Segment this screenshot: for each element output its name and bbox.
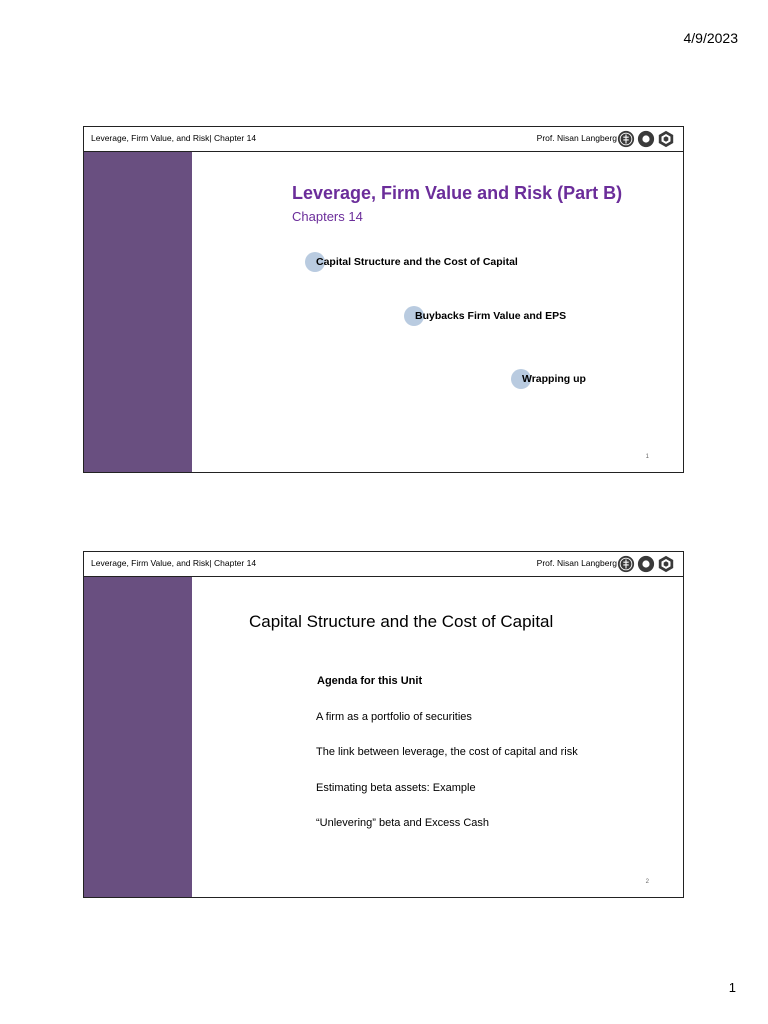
slide-title: Leverage, Firm Value and Risk (Part B)	[292, 183, 623, 203]
header-logos	[617, 555, 675, 574]
header-professor: Prof. Nisan Langberg	[536, 133, 617, 143]
print-date: 4/9/2023	[683, 30, 738, 46]
topic-label: Capital Structure and the Cost of Capital	[316, 256, 518, 268]
slide-2	[83, 551, 684, 898]
ring-logo-icon	[637, 130, 655, 148]
slide-header	[84, 127, 683, 152]
slide-number: 2	[645, 879, 649, 885]
header-logos	[617, 130, 675, 149]
header-course-title: Leverage, Firm Value, and Risk| Chapter 14	[91, 558, 257, 568]
hexagon-logo-icon	[657, 130, 675, 148]
header-course-title: Leverage, Firm Value, and Risk| Chapter 14	[91, 133, 257, 143]
slide-1	[83, 126, 684, 473]
slide-sidebar	[84, 577, 192, 897]
agenda-item: A firm as a portfolio of securities	[316, 711, 472, 723]
university-seal-icon	[617, 555, 635, 573]
slide-subtitle: Chapters 14	[292, 209, 363, 224]
ring-logo-icon	[637, 555, 655, 573]
page-number: 1	[728, 980, 736, 995]
slide-sidebar	[84, 152, 192, 472]
topic-label: Wrapping up	[522, 373, 586, 385]
agenda-item: Estimating beta assets: Example	[316, 782, 476, 794]
header-professor: Prof. Nisan Langberg	[536, 558, 617, 568]
agenda-heading: Agenda for this Unit	[317, 675, 423, 687]
slide-title: Capital Structure and the Cost of Capital	[249, 612, 554, 631]
agenda-item: “Unlevering” beta and Excess Cash	[316, 817, 490, 829]
hexagon-logo-icon	[657, 555, 675, 573]
slide-header	[84, 552, 683, 577]
topic-label: Buybacks Firm Value and EPS	[415, 310, 567, 322]
slide-number: 1	[645, 454, 649, 460]
university-seal-icon	[617, 130, 635, 148]
agenda-item: The link between leverage, the cost of capital and risk	[316, 746, 578, 758]
